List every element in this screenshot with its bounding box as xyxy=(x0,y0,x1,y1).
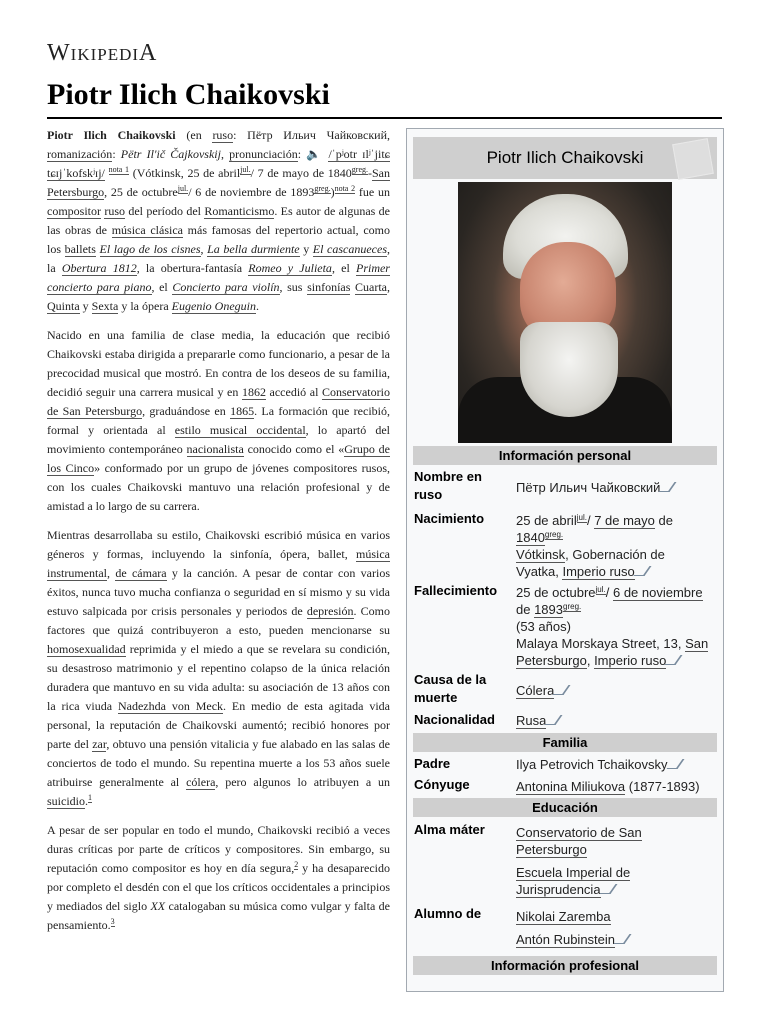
link-nadezhda-von-meck[interactable]: Nadezhda von Meck xyxy=(117,699,224,713)
label-native-name: Nombre en ruso xyxy=(414,469,482,502)
link-compositor[interactable]: compositor xyxy=(47,204,101,218)
link-romanizacion[interactable]: romanización xyxy=(47,147,113,161)
ipa-transcription[interactable]: /ˈpʲotr ɪlʲˈjitɕ tɕɪjˈkofskʲɪj/ xyxy=(47,147,390,180)
label-father: Padre xyxy=(414,756,451,771)
edit-pencil-icon[interactable] xyxy=(666,759,684,769)
infobox xyxy=(406,128,724,992)
link-imperio-ruso[interactable]: Imperio ruso xyxy=(562,564,635,579)
link-ruso[interactable]: ruso xyxy=(212,128,234,142)
wordmark-middle: IKIPEDI xyxy=(70,45,140,64)
link-san-petersburgo-death[interactable]: San Petersburgo xyxy=(516,636,709,668)
footnote-1[interactable]: 1 xyxy=(88,793,92,802)
edit-pencil-icon[interactable] xyxy=(633,566,651,576)
link-ruso-2[interactable]: ruso xyxy=(104,204,126,218)
label-birth: Nacimiento xyxy=(414,511,485,526)
document-icon xyxy=(672,138,714,180)
sup-jul-birth[interactable]: jul. xyxy=(576,512,587,522)
link-votkinsk[interactable]: Vótkinsk xyxy=(516,547,566,562)
infobox-title-bar xyxy=(413,137,717,179)
sup-jul-death[interactable]: jul. xyxy=(595,584,606,594)
link-eugenio-oneguin[interactable]: Eugenio Oneguin xyxy=(171,299,256,313)
link-7-de-mayo[interactable]: 7 de mayo xyxy=(594,513,655,528)
value-death: 25 de octubre$^{jul.}$/ 6 de noviembre de $1893^{greg.}$ (53 años) Malaya Morskaya Street, 13, San Petersburgo, Imperio ruso xyxy=(516,584,709,668)
link-depresion[interactable]: depresión xyxy=(306,604,354,618)
link-el-lago-de-los-cisnes[interactable]: El lago de los cisnes xyxy=(99,242,201,256)
link-estilo-musical-occidental[interactable]: estilo musical occidental xyxy=(174,423,306,437)
link-homosexualidad[interactable]: homosexualidad xyxy=(47,642,126,656)
link-1865[interactable]: 1865 xyxy=(230,404,255,418)
link-6-de-noviembre[interactable]: 6 de noviembre xyxy=(612,585,703,600)
sup-jul[interactable]: jul. xyxy=(240,165,251,174)
paragraph-4: A pesar de ser popular en todo el mundo, Chaikovski recibió a veces duras críticas por parte de críticos y compositores. Sin embargo, su reputación como compositor es hoy en día segura,$^2$ y ha desaparecido por completo el desdén con el que los críticos occidentales a principios y mediados del siglo XX catalogaban su música como vulgar y falta de pensamiento.$^3$ xyxy=(47,823,390,932)
paragraph-2: Nacido en una familia de clase media, la educación que recibió Chaikovski estaba dirigida a prepararle como funcionario, a pesar de la precocidad musical que mostró. En contra de los deseos de su familia, decidió seguir una carrera musical y en 1862 accedió al Conservatorio de San Petersburgo, graduándose en 1865. La formación que recibió, formal y orientada al estilo musical occidental, lo apartó del movimiento contemporáneo nacionalista conocido como el «Grupo de los Cinco» conformado por un grupo de jóvenes compositores rusos, con los cuales Chaikovski mantuvo una relación profesional y de amistad a lo largo de su carrera. xyxy=(47,328,391,513)
link-colera[interactable]: cólera xyxy=(186,775,216,789)
link-ballets[interactable]: ballets xyxy=(64,242,96,256)
value-alma-2 xyxy=(516,864,686,898)
link-obertura-1812[interactable]: Obertura 1812 xyxy=(61,261,137,275)
label-cause-of-death: Causa de la muerte xyxy=(414,672,487,705)
title-divider xyxy=(47,117,722,119)
link-pronunciacion[interactable]: pronunciación xyxy=(229,147,298,161)
paragraph-3: Mientras desarrollaba su estilo, Chaikovski escribió música en varios géneros y formas, incluyendo la sinfonía, ópera, ballet, música instrumental, de cámara y la canción. A pesar de contar con varios éxitos, nunca tuvo mucha confianza o seguridad en sí mismo y su vida estuvo salpicada por crisis personales y periodos de depresión. Como factores que quizá contribuyeron a esto, pueden mencionarse su homosexualidad reprimida y el miedo a que se revelara su condición, su desastroso matrimonio y el repentino colapso de la única relación duradera que mantuvo en su vida adulta: su asociación de 13 años con la rica viuda Nadezhda von Meck. En medio de esta agitada vida personal, la reputación de Chaikovski aumentó; recibió honores por parte del zar, obtuvo una pensión vitalicia y fue alabado en las salas de conciertos de todo el mundo. Su repentina muerte a los 53 años suele atribuirse generalmente al cólera, pero algunos lo atribuyen a un suicidio.$^1$ xyxy=(47,528,390,808)
link-primer-concierto-para-piano[interactable]: Primer concierto para piano xyxy=(47,261,390,294)
footnote-2[interactable]: 2 xyxy=(294,860,299,869)
value-student-1 xyxy=(516,908,611,925)
father-name: Ilya Petrovich Tchaikovsky xyxy=(516,757,668,772)
link-1893[interactable]: 1893 xyxy=(534,602,563,617)
link-antonina-miliukova[interactable]: Antonina Miliukova xyxy=(516,779,626,794)
value-nationality xyxy=(516,712,559,729)
link-1862[interactable]: 1862 xyxy=(241,385,266,399)
page-title: Piotr Ilich Chaikovski xyxy=(47,78,330,111)
edit-pencil-icon[interactable] xyxy=(553,685,571,695)
portrait-image[interactable] xyxy=(458,182,672,443)
siglo-xx: XX xyxy=(150,899,166,913)
value-father xyxy=(516,756,681,773)
link-romeo-y-julieta[interactable]: Romeo y Julieta xyxy=(248,261,332,275)
section-professional: Información profesional xyxy=(413,956,717,975)
wordmark-initial: W xyxy=(47,40,71,66)
sup-greg-death[interactable]: greg. xyxy=(563,601,582,611)
link-musica-instrumental[interactable]: música instrumental xyxy=(47,547,390,580)
link-grupo-de-los-cinco[interactable]: Grupo de los Cinco xyxy=(47,442,390,475)
value-spouse: Antonina Miliukova (1877-1893) xyxy=(516,779,700,794)
footnote-nota-1[interactable]: nota 1 xyxy=(108,165,130,174)
footnote-nota-2[interactable]: nota 2 xyxy=(334,184,356,193)
link-conservatorio-san-petersburgo[interactable]: Conservatorio de San Petersburgo xyxy=(47,385,390,418)
subject-name: Piotr Ilich Chaikovski xyxy=(47,128,176,142)
link-colera-infobox[interactable]: Cólera xyxy=(516,683,555,698)
wordmark-final: A xyxy=(139,40,158,66)
portrait-beard xyxy=(520,322,618,417)
edit-pencil-icon[interactable] xyxy=(659,482,677,492)
link-quinta[interactable]: Quinta xyxy=(47,299,80,313)
infobox-title: Piotr Ilich Chaikovski xyxy=(486,148,644,167)
sup-jul-2[interactable]: jul. xyxy=(177,184,189,193)
sup-greg[interactable]: greg. xyxy=(351,165,368,174)
native-name-text: Пётр Ильич Чайковский xyxy=(516,480,661,495)
intro-paragraph: Piotr Ilich Chaikovski (en ruso: Пётр Ильич Чайковский, romanización: Pëtr Il'ič Čajkovskij, pronunciación: 🔈 /ˈpʲotr ɪlʲˈjitɕ tɕɪjˈkofskʲɪj/ $^{nota 1}$ (Vótkinsk, 25 de abril$^{jul.}$/ 7 de mayo de $1840^{greg.}$-San Petersburgo, 25 de octubre$^{jul.}$/ 6 de noviembre de $1893^{greg.})^{nota 2}$ fue un compositor ruso del período del Romanticismo. Es autor de algunas de las obras de música clásica más famosas del repertorio actual, como los ballets El lago de los cisnes, La bella durmiente y El cascanueces, la Obertura 1812, la obertura-fantasía Romeo y Julieta, el Primer concierto para piano, el Concierto para violín, sus sinfonías Cuarta, Quinta y Sexta y la ópera Eugenio Oneguin. xyxy=(47,128,391,313)
link-romanticismo[interactable]: Romanticismo xyxy=(204,204,275,218)
link-cuarta[interactable]: Cuarta xyxy=(355,280,388,294)
link-de-camara[interactable]: de cámara xyxy=(115,566,167,580)
link-rusa[interactable]: Rusa xyxy=(516,713,547,728)
link-sinfonias[interactable]: sinfonías xyxy=(307,280,351,294)
label-spouse: Cónyuge xyxy=(414,777,470,792)
edit-pencil-icon[interactable] xyxy=(599,884,617,894)
link-imperio-ruso-death[interactable]: Imperio ruso xyxy=(594,653,667,668)
link-la-bella-durmiente[interactable]: La bella durmiente xyxy=(207,242,300,256)
link-san-petersburgo[interactable]: San Petersburgo xyxy=(47,166,390,199)
link-suicidio[interactable]: suicidio xyxy=(47,794,85,808)
value-native-name xyxy=(516,479,716,496)
link-conservatorio[interactable]: Conservatorio de San Petersburgo xyxy=(516,825,642,857)
label-student-of: Alumno de xyxy=(414,906,482,921)
label-alma-mater: Alma máter xyxy=(414,822,485,837)
link-zar[interactable]: zar xyxy=(92,737,107,751)
link-nikolai-zaremba[interactable]: Nikolai Zaremba xyxy=(516,909,611,924)
link-concierto-para-violin[interactable]: Concierto para violín xyxy=(172,280,280,294)
value-alma-1 xyxy=(516,824,686,858)
link-musica-clasica[interactable]: música clásica xyxy=(111,223,183,237)
edit-pencil-icon[interactable] xyxy=(665,655,683,665)
link-nacionalista[interactable]: nacionalista xyxy=(186,442,244,456)
link-sexta[interactable]: Sexta xyxy=(91,299,119,313)
value-student-2 xyxy=(516,931,628,948)
speaker-icon[interactable]: 🔈 xyxy=(306,147,324,161)
wikipedia-wordmark[interactable] xyxy=(47,40,157,67)
link-1840[interactable]: 1840 xyxy=(516,530,545,545)
value-cause-of-death xyxy=(516,682,567,699)
edit-pencil-icon[interactable] xyxy=(545,715,563,725)
label-death: Fallecimiento xyxy=(414,583,498,598)
edit-pencil-icon[interactable] xyxy=(614,934,632,944)
sup-greg-birth[interactable]: greg. xyxy=(544,529,564,539)
link-anton-rubinstein[interactable]: Antón Rubinstein xyxy=(516,932,616,947)
value-birth: 25 de abril$^{jul.}$/ 7 de mayo de $1840^{greg.}$ Vótkinsk, Gobernación de Vyatka, Imperio ruso xyxy=(516,512,673,579)
link-el-cascanueces[interactable]: El cascanueces xyxy=(312,242,388,256)
section-education: Educación xyxy=(413,798,717,817)
footnote-3[interactable]: 3 xyxy=(110,917,115,926)
sup-greg-2[interactable]: greg. xyxy=(314,184,331,193)
label-nationality: Nacionalidad xyxy=(414,712,495,727)
link-escuela-imperial[interactable]: Escuela Imperial de Jurisprudencia xyxy=(516,865,631,897)
section-personal: Información personal xyxy=(413,446,717,465)
section-family: Familia xyxy=(413,733,717,752)
article-body xyxy=(47,126,390,945)
